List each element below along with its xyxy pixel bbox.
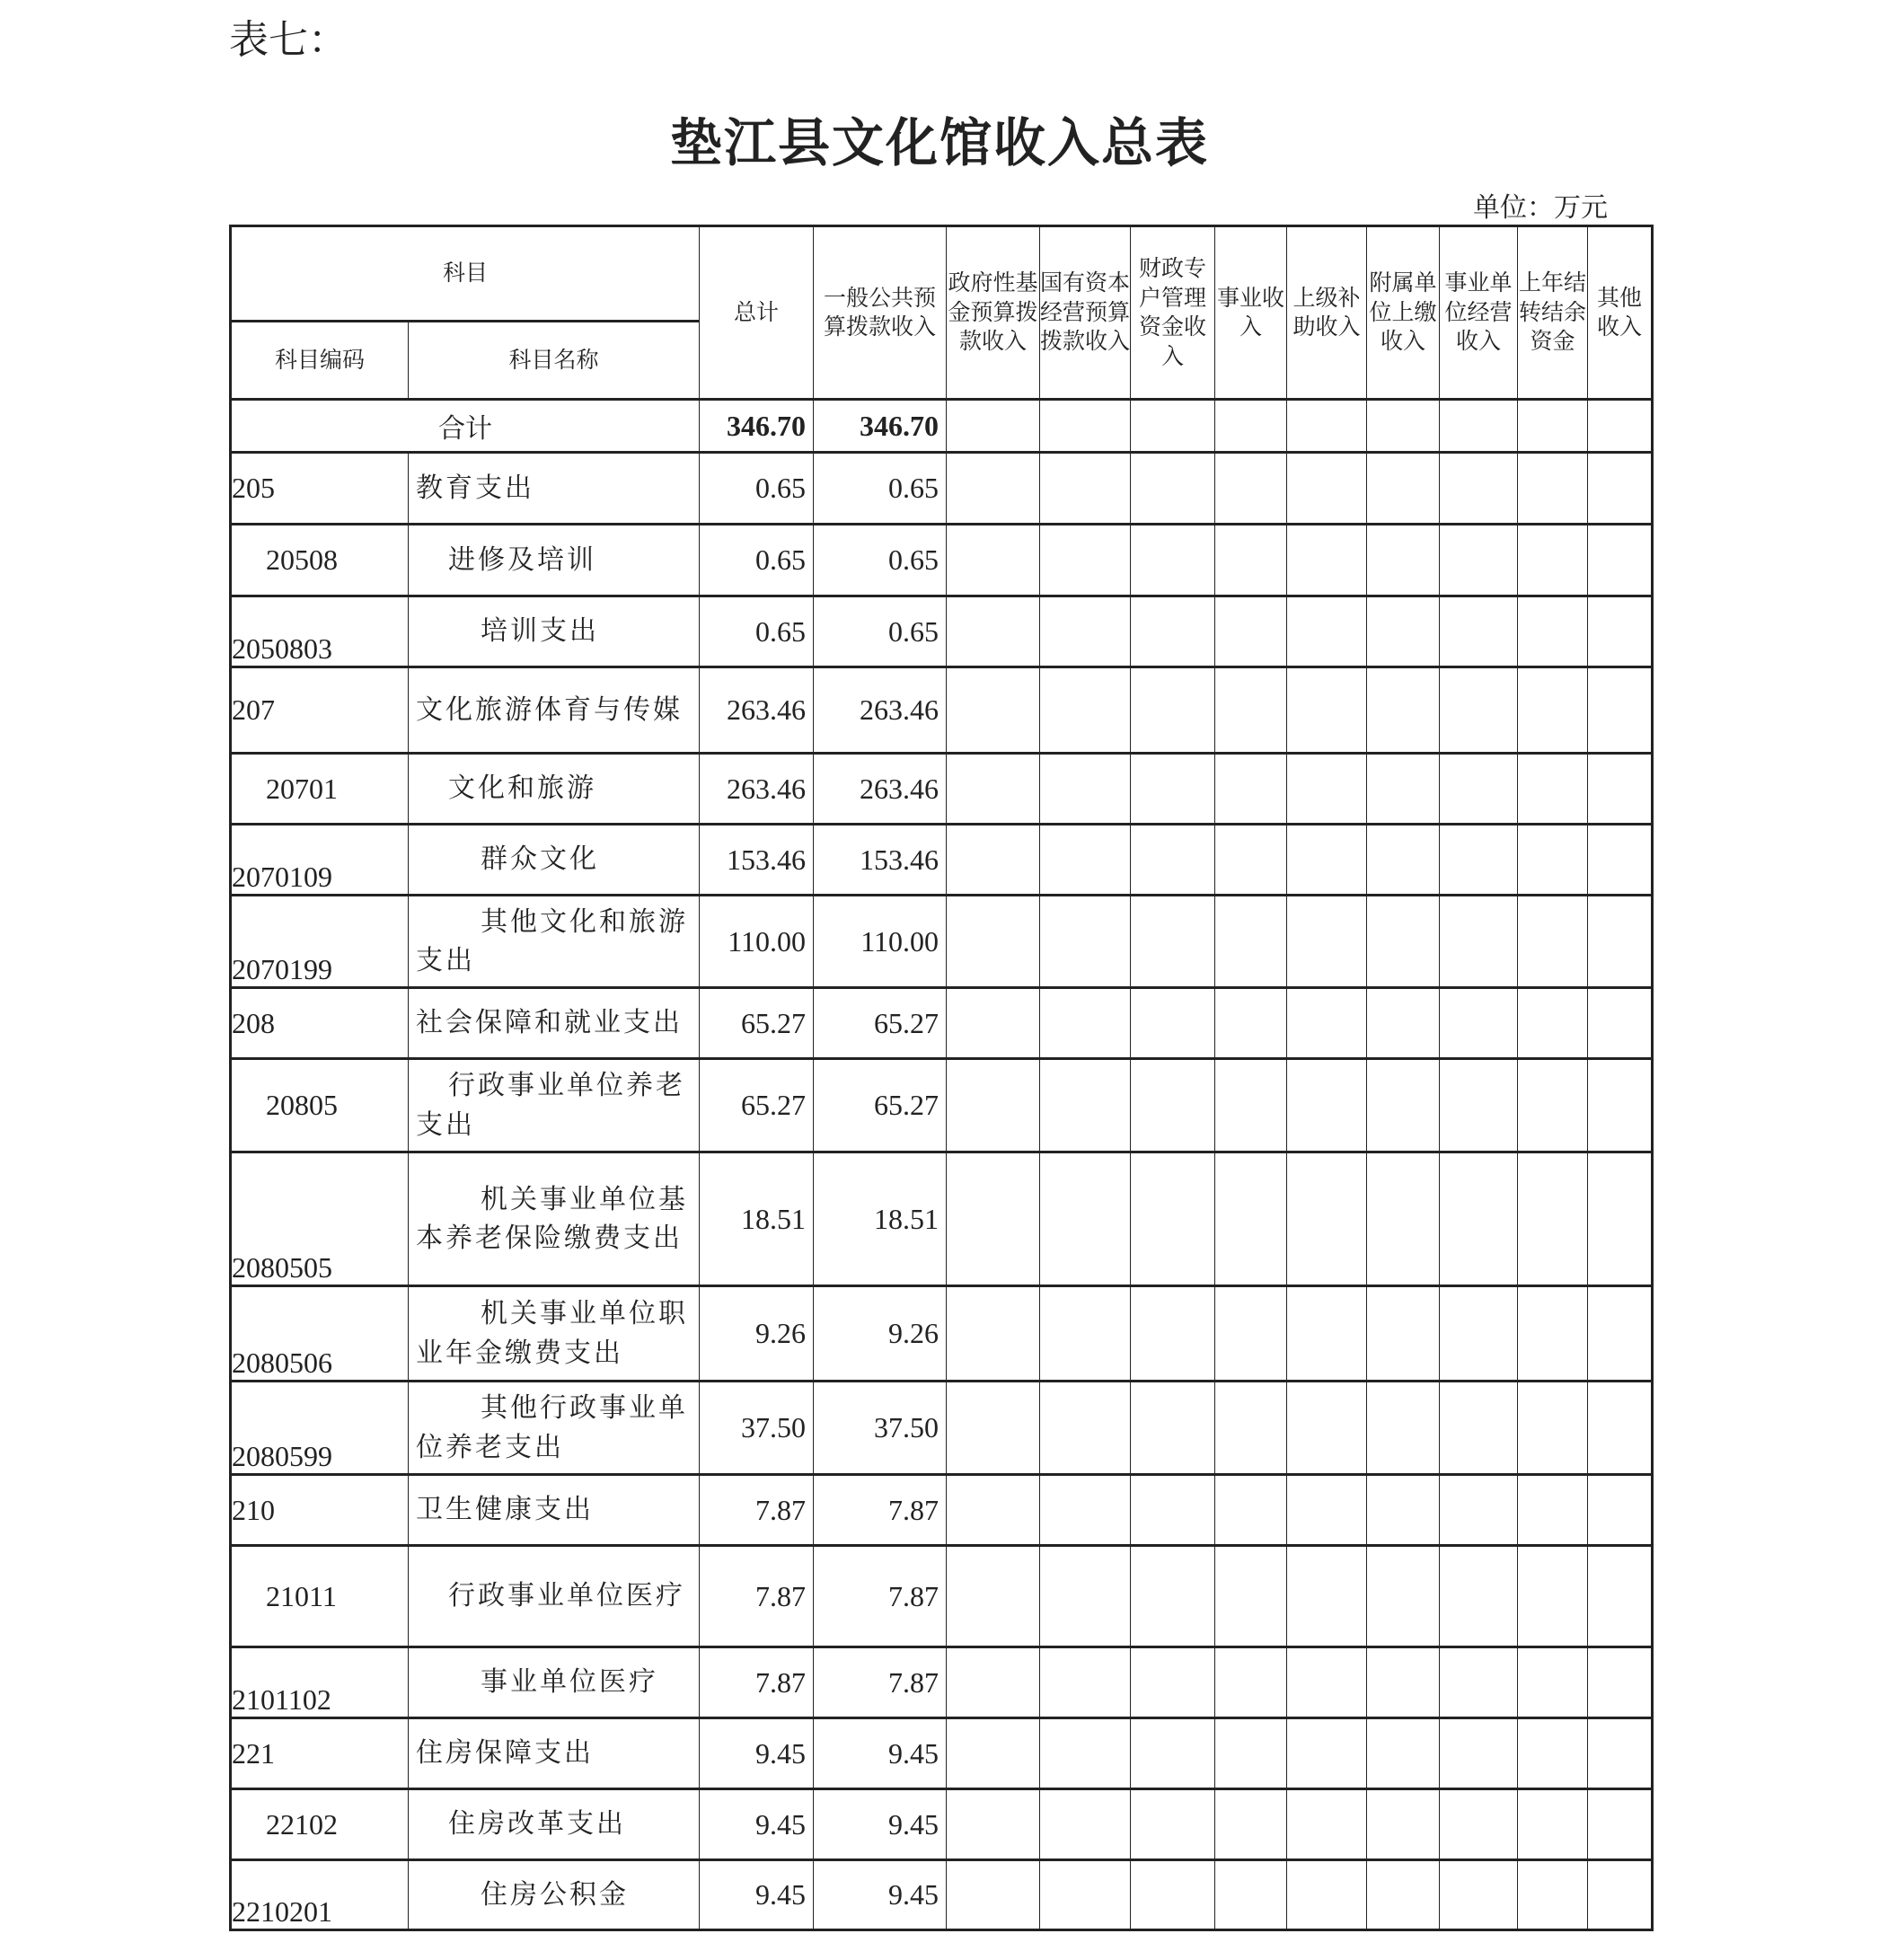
- empty-cell: [1215, 1718, 1287, 1789]
- subject-code: 2101102: [231, 1647, 409, 1718]
- subject-code: 2070199: [231, 896, 409, 988]
- empty-cell: [1287, 825, 1367, 896]
- unit-label: 单位：万元: [1473, 192, 1608, 224]
- empty-cell: [947, 825, 1040, 896]
- empty-cell: [1588, 1152, 1653, 1286]
- header-subject: 科目: [231, 226, 700, 322]
- empty-cell: [1215, 1152, 1287, 1286]
- empty-cell: [1367, 1789, 1440, 1860]
- table-row: [231, 896, 1653, 988]
- empty-cell: [1287, 1152, 1367, 1286]
- empty-cell: [1588, 1546, 1653, 1647]
- empty-cell: [1518, 1647, 1588, 1718]
- empty-cell: [1040, 1382, 1131, 1475]
- empty-cell: [1588, 1059, 1653, 1152]
- empty-cell: [1440, 1475, 1518, 1546]
- subject-code: 208: [231, 988, 409, 1059]
- empty-cell: [1131, 1475, 1215, 1546]
- header-gov-fund: 政府性基金预算拨款收入: [947, 226, 1040, 400]
- row-total: 7.87: [700, 1475, 814, 1546]
- empty-cell: [1588, 988, 1653, 1059]
- row-general-budget: 7.87: [814, 1475, 947, 1546]
- empty-cell: [1287, 1647, 1367, 1718]
- subject-code: 22102: [231, 1789, 409, 1860]
- header-name: 科目名称: [409, 322, 700, 400]
- header-general-budget: 一般公共预算拨款收入: [814, 226, 947, 400]
- subject-name: 培训支出: [409, 596, 700, 667]
- empty-cell: [947, 596, 1040, 667]
- table-row: [231, 825, 1653, 896]
- subject-name: 进修及培训: [409, 525, 700, 596]
- subject-name: 其他行政事业单位养老支出: [409, 1382, 700, 1475]
- row-general-budget: 65.27: [814, 1059, 947, 1152]
- empty-cell: [1287, 667, 1367, 754]
- empty-cell: [1588, 825, 1653, 896]
- subject-code: 2080506: [231, 1286, 409, 1382]
- row-general-budget: 7.87: [814, 1546, 947, 1647]
- empty-cell: [1215, 754, 1287, 825]
- empty-cell: [1040, 525, 1131, 596]
- empty-cell: [1367, 1647, 1440, 1718]
- row-general-budget: 0.65: [814, 453, 947, 525]
- empty-cell: [1040, 596, 1131, 667]
- empty-cell: [1040, 988, 1131, 1059]
- subject-code: 2210201: [231, 1860, 409, 1930]
- empty-cell: [947, 1647, 1040, 1718]
- row-general-budget: 9.45: [814, 1718, 947, 1789]
- header-carryover: 上年结转结余资金: [1518, 226, 1588, 400]
- empty-cell: [1287, 453, 1367, 525]
- empty-cell: [1518, 1059, 1588, 1152]
- empty-cell: [1518, 1475, 1588, 1546]
- empty-cell: [1040, 1059, 1131, 1152]
- subject-name: 行政事业单位医疗: [409, 1546, 700, 1647]
- subject-code: 21011: [231, 1546, 409, 1647]
- subject-name: 事业单位医疗: [409, 1647, 700, 1718]
- header-other: 其他收入: [1588, 226, 1653, 400]
- empty-cell: [1367, 1286, 1440, 1382]
- empty-cell: [1518, 1546, 1588, 1647]
- subject-name: 行政事业单位养老支出: [409, 1059, 700, 1152]
- table-row: [231, 596, 1653, 667]
- empty-cell: [947, 1382, 1040, 1475]
- empty-cell: [1518, 1286, 1588, 1382]
- subject-name: 社会保障和就业支出: [409, 988, 700, 1059]
- subject-code: 20701: [231, 754, 409, 825]
- table-row: [231, 1860, 1653, 1930]
- empty-cell: [947, 1286, 1040, 1382]
- row-general-budget: 7.87: [814, 1647, 947, 1718]
- empty-cell: [1040, 896, 1131, 988]
- subject-name: 文化和旅游: [409, 754, 700, 825]
- empty-cell: [1440, 1789, 1518, 1860]
- empty-cell: [1367, 1718, 1440, 1789]
- empty-cell: [1440, 754, 1518, 825]
- row-total: 18.51: [700, 1152, 814, 1286]
- empty-cell: [947, 525, 1040, 596]
- row-general-budget: 153.46: [814, 825, 947, 896]
- header-total: 总计: [700, 226, 814, 400]
- row-general-budget: 110.00: [814, 896, 947, 988]
- row-total: 0.65: [700, 453, 814, 525]
- empty-cell: [1131, 825, 1215, 896]
- empty-cell: [1131, 1286, 1215, 1382]
- empty-cell: [1287, 1059, 1367, 1152]
- empty-cell: [1040, 825, 1131, 896]
- empty-cell: [1040, 453, 1131, 525]
- income-summary-table: [229, 225, 1654, 1931]
- header-affiliated: 附属单位上缴收入: [1367, 226, 1440, 400]
- table-row: [231, 1789, 1653, 1860]
- empty-cell: [1215, 1382, 1287, 1475]
- empty-cell: [1040, 1789, 1131, 1860]
- empty-cell: [947, 754, 1040, 825]
- empty-cell: [1040, 667, 1131, 754]
- empty-cell: [1287, 1382, 1367, 1475]
- table-row: [231, 1059, 1653, 1152]
- empty-cell: [1040, 1647, 1131, 1718]
- empty-cell: [1518, 1789, 1588, 1860]
- empty-cell: [1287, 1718, 1367, 1789]
- empty-cell: [1588, 1382, 1653, 1475]
- subject-name: 卫生健康支出: [409, 1475, 700, 1546]
- empty-cell: [1131, 453, 1215, 525]
- empty-cell: [1440, 896, 1518, 988]
- empty-cell: [1518, 1718, 1588, 1789]
- subject-code: 207: [231, 667, 409, 754]
- row-total: 9.26: [700, 1286, 814, 1382]
- table-row: [231, 525, 1653, 596]
- row-general-budget: 263.46: [814, 754, 947, 825]
- empty-cell: [1367, 754, 1440, 825]
- table-number-label: 表七：: [229, 17, 348, 63]
- empty-cell: [1215, 1286, 1287, 1382]
- subject-name: 教育支出: [409, 453, 700, 525]
- empty-cell: [1215, 1546, 1287, 1647]
- empty-cell: [1040, 1152, 1131, 1286]
- empty-cell: [1040, 1860, 1131, 1930]
- empty-cell: [1588, 596, 1653, 667]
- empty-cell: [1588, 1286, 1653, 1382]
- empty-cell: [1367, 1546, 1440, 1647]
- empty-cell: [1131, 1059, 1215, 1152]
- subject-code: 2050803: [231, 596, 409, 667]
- empty-cell: [1287, 596, 1367, 667]
- header-state-capital: 国有资本经营预算拨款收入: [1040, 226, 1131, 400]
- empty-cell: [1518, 1152, 1588, 1286]
- total-row: [231, 400, 1653, 453]
- total-amount: 346.70: [700, 400, 814, 453]
- empty-cell: [1518, 667, 1588, 754]
- empty-cell: [1518, 1860, 1588, 1930]
- empty-cell: [1518, 754, 1588, 825]
- empty-cell: [1215, 1860, 1287, 1930]
- header-operating: 事业单位经营收入: [1440, 226, 1518, 400]
- subject-name: 住房保障支出: [409, 1718, 700, 1789]
- empty-cell: [947, 1789, 1040, 1860]
- empty-cell: [1367, 1860, 1440, 1930]
- empty-cell: [1518, 596, 1588, 667]
- row-general-budget: 65.27: [814, 988, 947, 1059]
- empty-cell: [1518, 825, 1588, 896]
- empty-cell: [947, 988, 1040, 1059]
- empty-cell: [947, 1718, 1040, 1789]
- empty-cell: [1367, 1382, 1440, 1475]
- table-row: [231, 1546, 1653, 1647]
- empty-cell: [1215, 988, 1287, 1059]
- row-total: 65.27: [700, 988, 814, 1059]
- empty-cell: [1131, 754, 1215, 825]
- table-row: [231, 1647, 1653, 1718]
- row-total: 0.65: [700, 596, 814, 667]
- row-general-budget: 263.46: [814, 667, 947, 754]
- empty-cell: [1367, 896, 1440, 988]
- row-general-budget: 0.65: [814, 525, 947, 596]
- empty-cell: [1367, 988, 1440, 1059]
- row-total: 7.87: [700, 1647, 814, 1718]
- empty-cell: [1440, 596, 1518, 667]
- empty-cell: [1040, 1546, 1131, 1647]
- empty-cell: [1215, 1789, 1287, 1860]
- empty-cell: [947, 896, 1040, 988]
- row-total: 0.65: [700, 525, 814, 596]
- empty-cell: [1215, 896, 1287, 988]
- empty-cell: [1040, 1475, 1131, 1546]
- subject-code: 210: [231, 1475, 409, 1546]
- empty-cell: [947, 1059, 1040, 1152]
- empty-cell: [1131, 896, 1215, 988]
- empty-cell: [1588, 1475, 1653, 1546]
- empty-cell: [1287, 1860, 1367, 1930]
- empty-cell: [1440, 1860, 1518, 1930]
- empty-cell: [1367, 1152, 1440, 1286]
- empty-cell: [1518, 453, 1588, 525]
- row-total: 37.50: [700, 1382, 814, 1475]
- row-general-budget: 18.51: [814, 1152, 947, 1286]
- empty-cell: [1131, 667, 1215, 754]
- empty-cell: [1588, 1718, 1653, 1789]
- empty-cell: [1588, 1860, 1653, 1930]
- header-fiscal-special: 财政专户管理资金收入: [1131, 226, 1215, 400]
- row-general-budget: 0.65: [814, 596, 947, 667]
- empty-cell: [1518, 896, 1588, 988]
- empty-cell: [1287, 988, 1367, 1059]
- empty-cell: [1131, 1152, 1215, 1286]
- empty-cell: [1215, 596, 1287, 667]
- subject-code: 2070109: [231, 825, 409, 896]
- empty-cell: [1367, 1475, 1440, 1546]
- empty-cell: [1131, 1860, 1215, 1930]
- empty-cell: [1588, 525, 1653, 596]
- empty-cell: [1367, 667, 1440, 754]
- empty-cell: [1131, 1789, 1215, 1860]
- subject-name: 群众文化: [409, 825, 700, 896]
- empty-cell: [1367, 1059, 1440, 1152]
- subject-name: 机关事业单位职业年金缴费支出: [409, 1286, 700, 1382]
- subject-name: 住房公积金: [409, 1860, 700, 1930]
- subject-code: 2080505: [231, 1152, 409, 1286]
- row-total: 110.00: [700, 896, 814, 988]
- row-total: 9.45: [700, 1718, 814, 1789]
- table-row: [231, 1718, 1653, 1789]
- empty-cell: [1588, 453, 1653, 525]
- empty-cell: [1287, 1286, 1367, 1382]
- empty-cell: [1131, 596, 1215, 667]
- empty-cell: [1518, 1382, 1588, 1475]
- empty-cell: [1440, 1382, 1518, 1475]
- subject-name: 机关事业单位基本养老保险缴费支出: [409, 1152, 700, 1286]
- empty-cell: [1440, 988, 1518, 1059]
- empty-cell: [1215, 453, 1287, 525]
- table-row: [231, 754, 1653, 825]
- empty-cell: [1440, 1647, 1518, 1718]
- header-superior-subsidy: 上级补助收入: [1287, 226, 1367, 400]
- empty-cell: [1287, 525, 1367, 596]
- table-row: [231, 1382, 1653, 1475]
- empty-cell: [1287, 754, 1367, 825]
- subject-code: 20508: [231, 525, 409, 596]
- empty-cell: [1440, 825, 1518, 896]
- row-total: 263.46: [700, 754, 814, 825]
- empty-cell: [1440, 453, 1518, 525]
- empty-cell: [1287, 1546, 1367, 1647]
- empty-cell: [947, 453, 1040, 525]
- empty-cell: [1440, 525, 1518, 596]
- row-total: 263.46: [700, 667, 814, 754]
- empty-cell: [1440, 1718, 1518, 1789]
- empty-cell: [947, 667, 1040, 754]
- header-code: 科目编码: [231, 322, 409, 400]
- empty-cell: [947, 1475, 1040, 1546]
- empty-cell: [1440, 667, 1518, 754]
- row-total: 65.27: [700, 1059, 814, 1152]
- empty-cell: [1518, 525, 1588, 596]
- empty-cell: [1131, 1382, 1215, 1475]
- row-total: 9.45: [700, 1789, 814, 1860]
- empty-cell: [947, 1860, 1040, 1930]
- empty-cell: [1287, 1789, 1367, 1860]
- empty-cell: [1440, 1286, 1518, 1382]
- empty-cell: [1215, 1647, 1287, 1718]
- empty-cell: [1131, 1647, 1215, 1718]
- empty-cell: [1518, 988, 1588, 1059]
- row-general-budget: 37.50: [814, 1382, 947, 1475]
- empty-cell: [1440, 1152, 1518, 1286]
- empty-cell: [1040, 1718, 1131, 1789]
- table-row: [231, 1475, 1653, 1546]
- empty-cell: [1287, 1475, 1367, 1546]
- empty-cell: [1215, 825, 1287, 896]
- empty-cell: [1367, 525, 1440, 596]
- empty-cell: [1215, 525, 1287, 596]
- subject-code: 221: [231, 1718, 409, 1789]
- empty-cell: [1040, 1286, 1131, 1382]
- empty-cell: [1367, 596, 1440, 667]
- empty-cell: [1588, 896, 1653, 988]
- subject-code: 2080599: [231, 1382, 409, 1475]
- subject-code: 205: [231, 453, 409, 525]
- table-row: [231, 1152, 1653, 1286]
- subject-name: 住房改革支出: [409, 1789, 700, 1860]
- empty-cell: [1215, 667, 1287, 754]
- empty-cell: [1131, 1546, 1215, 1647]
- subject-name: 其他文化和旅游支出: [409, 896, 700, 988]
- empty-cell: [1131, 988, 1215, 1059]
- empty-cell: [947, 1546, 1040, 1647]
- empty-cell: [1131, 1718, 1215, 1789]
- total-label: 合计: [231, 400, 700, 453]
- empty-cell: [947, 1152, 1040, 1286]
- empty-cell: [1367, 453, 1440, 525]
- empty-cell: [1040, 754, 1131, 825]
- table-row: [231, 667, 1653, 754]
- row-general-budget: 9.26: [814, 1286, 947, 1382]
- empty-cell: [1588, 1647, 1653, 1718]
- empty-cell: [1588, 1789, 1653, 1860]
- row-general-budget: 9.45: [814, 1860, 947, 1930]
- document-title: 垫江县文化馆收入总表: [669, 112, 1209, 173]
- table-row: [231, 453, 1653, 525]
- empty-cell: [1440, 1059, 1518, 1152]
- empty-cell: [1367, 825, 1440, 896]
- empty-cell: [1215, 1475, 1287, 1546]
- row-total: 7.87: [700, 1546, 814, 1647]
- subject-code: 20805: [231, 1059, 409, 1152]
- row-total: 9.45: [700, 1860, 814, 1930]
- empty-cell: [1131, 525, 1215, 596]
- subject-name: 文化旅游体育与传媒: [409, 667, 700, 754]
- table-row: [231, 1286, 1653, 1382]
- empty-cell: [1588, 754, 1653, 825]
- empty-cell: [1215, 1059, 1287, 1152]
- row-general-budget: 9.45: [814, 1789, 947, 1860]
- empty-cell: [1588, 667, 1653, 754]
- total-general-budget: 346.70: [814, 400, 947, 453]
- empty-cell: [1440, 1546, 1518, 1647]
- table-row: [231, 988, 1653, 1059]
- header-business: 事业收入: [1215, 226, 1287, 400]
- empty-cell: [1287, 896, 1367, 988]
- row-total: 153.46: [700, 825, 814, 896]
